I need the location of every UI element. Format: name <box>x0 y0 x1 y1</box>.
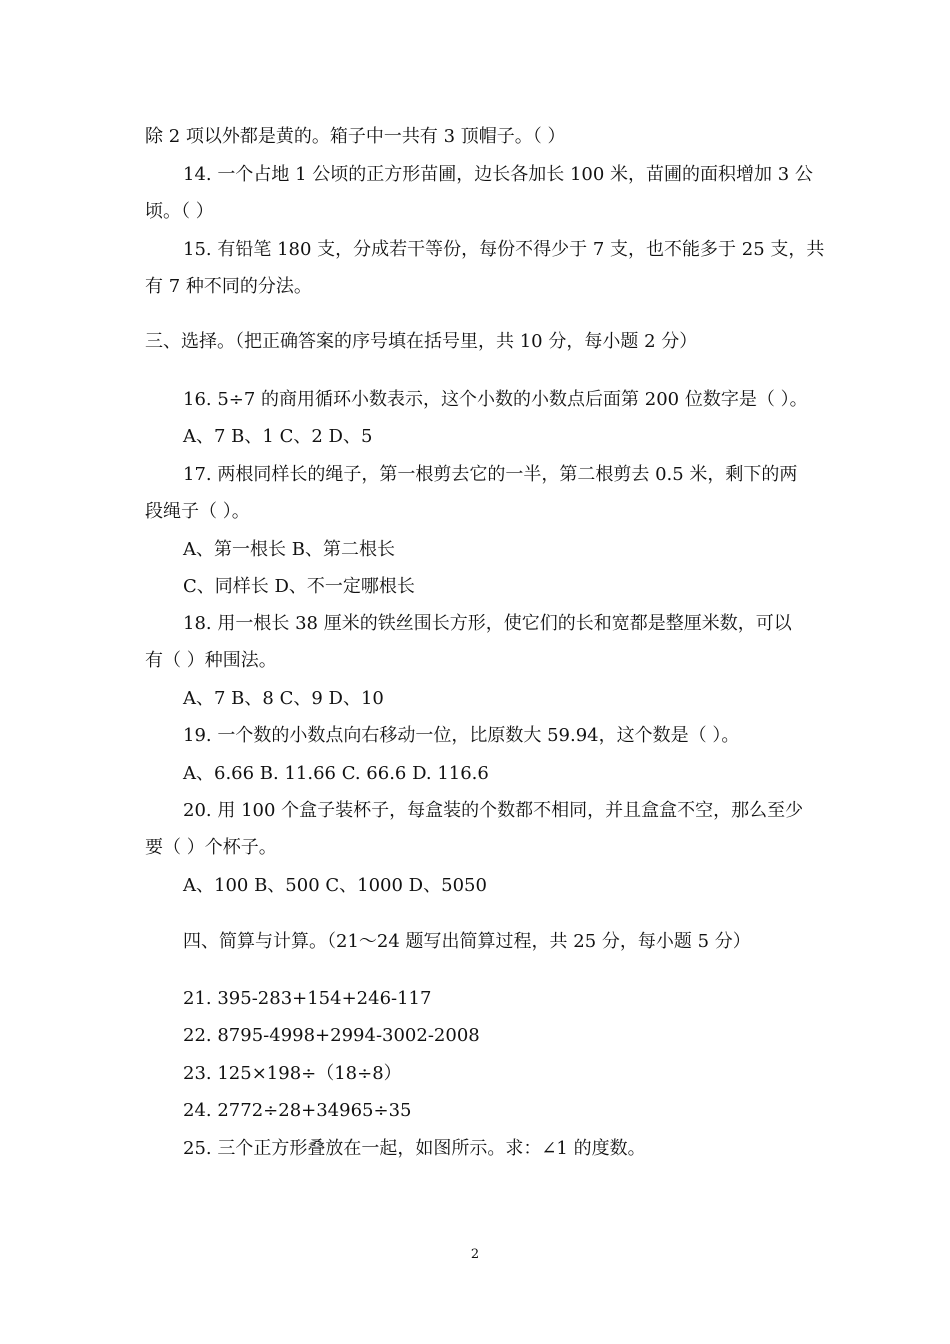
question-19-options: A、6.66 B. 11.66 C. 66.6 D. 116.6 <box>183 763 489 784</box>
question-18-options: A、7 B、8 C、9 D、10 <box>183 688 384 709</box>
question-20-options: A、100 B、500 C、1000 D、5050 <box>183 875 487 896</box>
question-15-line-1: 15. 有铅笔 180 支，分成若干等份，每份不得少于 7 支，也不能多于 25 支，共 <box>183 239 825 260</box>
question-16: 16. 5÷7 的商用循环小数表示，这个小数的小数点后面第 200 位数字是（ ）。 <box>183 389 808 410</box>
question-22: 22. 8795-4998+2994-3002-2008 <box>183 1025 480 1046</box>
question-25: 25. 三个正方形叠放在一起，如图所示。求：∠1 的度数。 <box>183 1138 646 1159</box>
question-24: 24. 2772÷28+34965÷35 <box>183 1100 412 1121</box>
question-16-options: A、7 B、1 C、2 D、5 <box>183 426 373 447</box>
section-heading-calculation: 四、简算与计算。（21～24 题写出简算过程，共 25 分，每小题 5 分） <box>183 931 751 952</box>
question-17-options-2: C、同样长 D、不一定哪根长 <box>183 576 415 597</box>
question-21: 21. 395-283+154+246-117 <box>183 988 432 1009</box>
question-17-line-2: 段绳子（ ）。 <box>145 501 250 522</box>
question-19: 19. 一个数的小数点向右移动一位，比原数大 59.94，这个数是（ ）。 <box>183 725 740 746</box>
page-number: 2 <box>470 1247 480 1262</box>
text-line: 除 2 项以外都是黄的。箱子中一共有 3 顶帽子。（ ） <box>145 126 566 147</box>
question-15-line-2: 有 7 种不同的分法。 <box>145 276 312 297</box>
question-23: 23. 125×198÷（18÷8） <box>183 1063 402 1084</box>
question-14-line-2: 顷。（ ） <box>145 201 214 222</box>
question-20-line-1: 20. 用 100 个盒子装杯子，每盒装的个数都不相同，并且盒盒不空，那么至少 <box>183 800 804 821</box>
section-heading-choice: 三、选择。（把正确答案的序号填在括号里，共 10 分，每小题 2 分） <box>145 331 698 352</box>
question-17-options-1: A、第一根长 B、第二根长 <box>183 539 395 560</box>
question-14-line-1: 14. 一个占地 1 公顷的正方形苗圃，边长各加长 100 米，苗圃的面积增加 3 公 <box>183 164 813 185</box>
question-20-line-2: 要（ ）个杯子。 <box>145 837 277 858</box>
question-18-line-2: 有（ ）种围法。 <box>145 650 277 671</box>
question-18-line-1: 18. 用一根长 38 厘米的铁丝围长方形，使它们的长和宽都是整厘米数，可以 <box>183 613 792 634</box>
question-17-line-1: 17. 两根同样长的绳子，第一根剪去它的一半，第二根剪去 0.5 米，剩下的两 <box>183 464 798 485</box>
